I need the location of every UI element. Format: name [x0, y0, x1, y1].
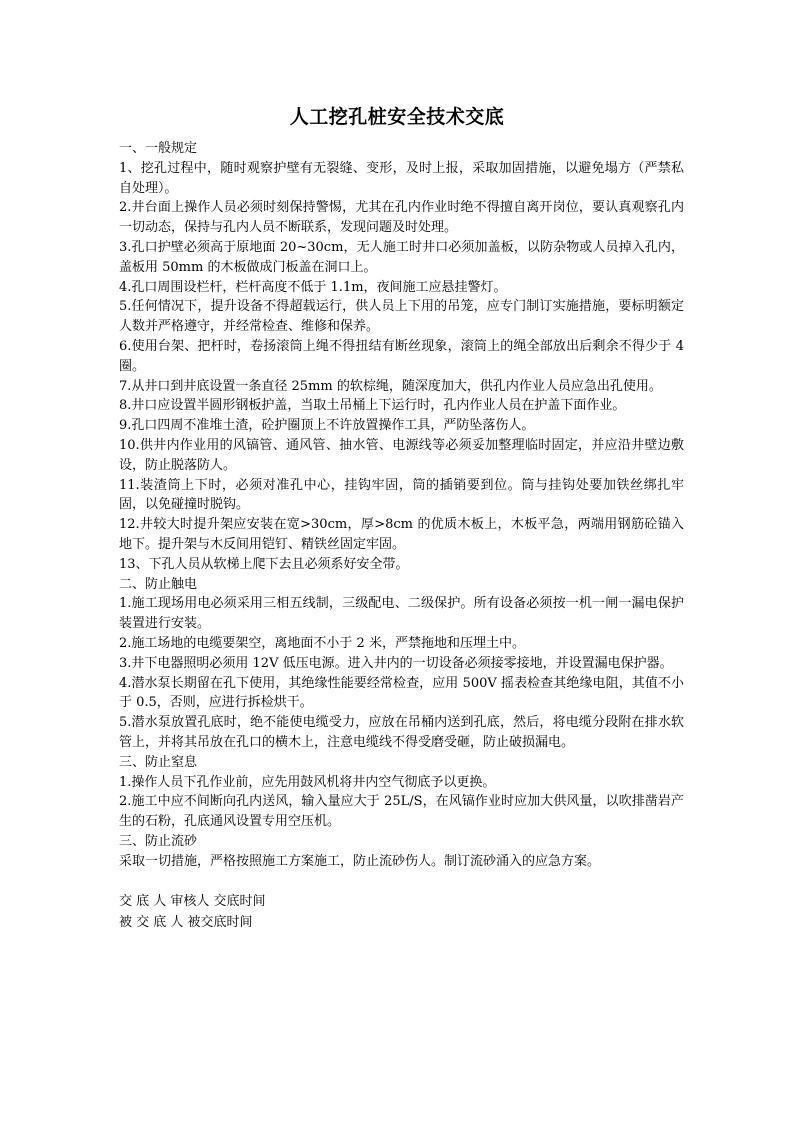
rule-item: 13、下孔人员从软梯上爬下去且必须系好安全带。: [119, 556, 409, 572]
rule-item: 11.装渣筒上下时，必须对准孔中心，挂钩牢固，筒的插销要到位。筒与挂钩处要加铁丝绑扎牢固，以免碰撞时脱钩。: [119, 477, 684, 513]
rule-item: 9.孔口四周不准堆土渣，砼护圈顶上不许放置操作工具，严防坠落伤人。: [119, 418, 535, 434]
rule-item: 4.孔口周围设栏杆，栏杆高度不低于 1.1m，夜间施工应悬挂警灯。: [119, 279, 507, 295]
rule-item: 5.潜水泵放置孔底时，绝不能使电缆受力，应放在吊桶内送到孔底，然后，将电缆分段附在排水软管上，并将其吊放在孔口的横木上，注意电缆线不得受磨受砸，防止破损漏电。: [119, 715, 684, 750]
section-heading: 三、防止窒息: [119, 754, 198, 770]
rule-item: 8.井口应设置半圆形钢板护盖，当取土吊桶上下运行时，孔内作业人员在护盖下面作业。: [119, 398, 626, 414]
rule-item: 3.孔口护壁必须高于原地面 20~30cm，无人施工时井口必须加盖板，以防杂物或人员掉入孔内，盖板用 50mm 的木板做成门板盖在洞口上。: [119, 239, 684, 275]
rule-item: 1、挖孔过程中，随时观察护壁有无裂缝、变形，及时上报，采取加固措施，以避免塌方（严禁私自处理）。: [119, 160, 684, 196]
document-title: 人工挖孔桩安全技术交底: [289, 106, 505, 128]
rule-item: 6.使用台架、把杆时，卷扬滚筒上绳不得扭结有断丝现象，滚筒上的绳全部放出后剩余不得少于 4 圈。: [119, 338, 684, 374]
rule-item: 3.井下电器照明必须用 12V 低压电源。进入井内的一切设备必须接零接地，并设置漏电保护器。: [119, 655, 673, 671]
rule-item: 12.井较大时提升架应安装在宽>30cm，厚>8cm 的优质木板上，木板平急，两端用钢筋砼锚入地下。提升架与木反间用铠钉、精铁丝固定牢固。: [119, 517, 684, 552]
rule-item: 5.任何情况下，提升设备不得超载运行，供人员上下用的吊笼，应专门制订实施措施，要标明额定人数并严格遵守，并经常检查、维修和保养。: [119, 299, 684, 335]
rule-item: 7.从井口到井底设置一条直径 25mm 的软棕绳，随深度加大，供孔内作业人员应急出孔使用。: [119, 378, 662, 394]
section-heading: 二、防止触电: [119, 576, 198, 592]
rule-item: 4.潜水泵长期留在孔下使用，其绝缘性能要经常检查，应用 500V 摇表检查其绝缘电阻，其值不小于 0.5，否则，应进行拆检烘干。: [119, 675, 684, 711]
section-heading: 三、防止流砂: [119, 833, 198, 849]
rule-item: 10.供井内作业用的风镐管、通风管、抽水管、电源线等必须妥加整理临时固定，并应沿井壁边敷设，防止脱落防人。: [119, 437, 684, 473]
rule-item: 2.井台面上操作人员必须时刻保持警惕，尤其在孔内作业时绝不得擅自离开岗位，要认真观察孔内一切动态，保持与孔内人员不断联系，发现问题及时处理。: [119, 200, 684, 236]
spacer: [119, 871, 684, 891]
rule-item: 采取一切措施，严格按照施工方案施工，防止流砂伤人。制订流砂涌入的应急方案。: [119, 853, 601, 869]
document-body: [119, 139, 684, 933]
rule-item: 2.施工中应不间断向孔内送风，输入量应大于 25L/S，在风镐作业时应加大供风量，以吹排凿岩产生的石粉，孔底通风设置专用空压机。: [119, 794, 684, 830]
rule-item: 1.操作人员下孔作业前，应先用鼓风机将井内空气彻底予以更换。: [119, 774, 496, 790]
rule-item: 2.施工场地的电缆要架空，离地面不小于 2 米，严禁拖地和压埋土中。: [119, 635, 525, 651]
signature-line: 交 底 人 审核人 交底时间: [119, 894, 266, 910]
signature-line: 被 交 底 人 被交底时间: [119, 915, 253, 931]
rule-item: 1.施工现场用电必须采用三相五线制，三级配电、二级保护。所有设备必须按一机一闸一漏电保护装置进行安装。: [119, 596, 684, 632]
section-heading: 一、一般规定: [119, 141, 198, 156]
